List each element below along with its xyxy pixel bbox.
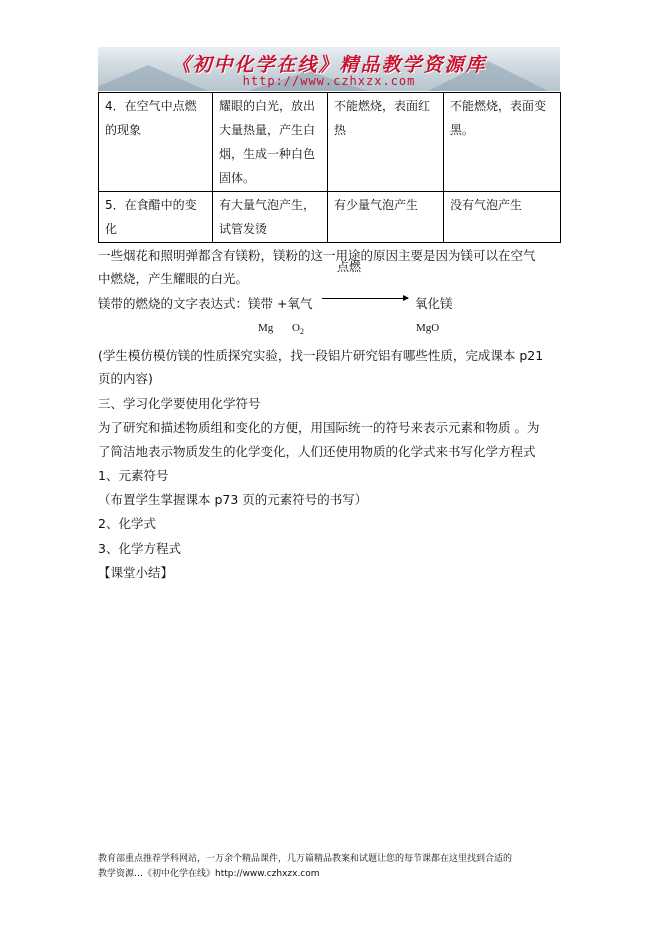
list-item: 3、化学方程式	[98, 541, 181, 556]
paragraph-line: (学生模仿模仿镁的性质探究实验，找一段铝片研究铝有哪些性质，完成课本 p21	[98, 348, 544, 363]
properties-table	[98, 92, 561, 243]
banner-title: 《初中化学在线》精品教学资源库	[171, 54, 487, 76]
symbol-mgo: MgO	[416, 322, 440, 334]
table-cell: 没有气泡产生	[444, 192, 561, 243]
section-heading: 三、学习化学要使用化学符号	[98, 396, 261, 411]
reaction-condition: 点燃	[337, 260, 362, 274]
paragraph-line: 页的内容)	[98, 371, 153, 386]
list-item: 1、元素符号	[98, 468, 169, 483]
reaction-arrow	[322, 298, 408, 299]
symbol-subscript: 2	[299, 327, 304, 337]
paragraph-line: 了简洁地表示物质发生的化学变化，人们还使用物质的化学式来书写化学方程式	[98, 444, 536, 459]
table-cell: 耀眼的白光，放出大量热量，产生白烟，生成一种白色固体。	[213, 93, 328, 192]
header-banner	[98, 47, 560, 91]
symbol-o: O	[292, 322, 300, 334]
equation-product: 氧化镁	[415, 296, 453, 311]
list-item-note: （布置学生掌握课本 p73 页的元素符号的书写）	[98, 492, 368, 507]
table-cell: 5．在食醋中的变化	[99, 192, 213, 243]
paragraph-line: 一些烟花和照明弹都含有镁粉，镁粉的这一用途的原因主要是因为镁可以在空气	[98, 248, 536, 263]
page-footer	[98, 852, 568, 882]
summary-heading: 【课堂小结】	[98, 565, 174, 580]
list-item: 2、化学式	[98, 516, 156, 531]
table-cell: 有大量气泡产生，试管发烫	[213, 192, 328, 243]
table-cell: 有少量气泡产生	[328, 192, 444, 243]
table-cell: 不能燃烧，表面红热	[328, 93, 444, 192]
symbol-o2	[292, 322, 304, 336]
table-row	[99, 93, 561, 192]
paragraph-line: 中燃烧，产生耀眼的白光。	[98, 271, 249, 286]
table-cell: 不能燃烧，表面变黑。	[444, 93, 561, 192]
table-cell: 4．在空气中点燃的现象	[99, 93, 213, 192]
footer-line: 教学资源…《初中化学在线》http://www.czhxzx.com	[98, 869, 320, 879]
symbol-mg: Mg	[258, 322, 274, 334]
word-equation: 镁带的燃烧的文字表达式：镁带 +氧气	[98, 296, 313, 311]
footer-line: 教育部重点推荐学科网站，一万余个精品课件，几万篇精品教案和试题让您的每节课都在这里找到合适的	[98, 854, 513, 864]
banner-url: http://www.czhxzx.com	[242, 74, 416, 88]
paragraph-line: 为了研究和描述物质组和变化的方便，用国际统一的符号来表示元素和物质 。为	[98, 420, 540, 435]
table-row	[99, 192, 561, 243]
